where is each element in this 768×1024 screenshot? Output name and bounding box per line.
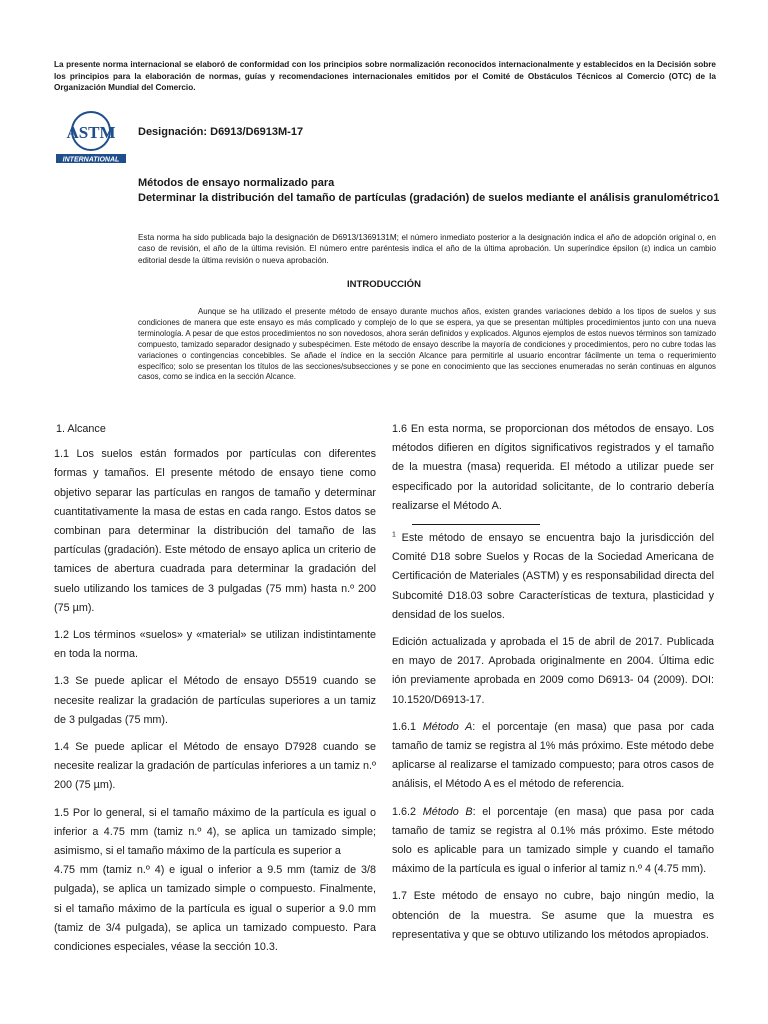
paragraph-1-2: 1.2 Los términos «suelos» y «material» se utilizan indistintamente en toda la norma.	[54, 629, 376, 661]
paragraph-1-6-2	[392, 803, 714, 880]
section-title-alcance: 1. Alcance	[56, 423, 106, 435]
astm-logo-text: ASTM	[66, 123, 116, 142]
astm-logo	[56, 109, 126, 165]
astm-logo-graphic	[56, 109, 126, 165]
title-line-1: Métodos de ensayo normalizado para	[138, 177, 335, 189]
method-b-label: Método B	[422, 805, 473, 818]
document-title	[138, 176, 728, 206]
footnote-divider	[412, 524, 540, 525]
introduction-text	[138, 307, 716, 383]
paragraph-1-7: 1.7 Este método de ensayo no cubre, bajo ningún medio, la obtención de la muestra. Se asume que la muestra es representativa y que se obtuvo utilizando los métodos apropiados.	[392, 890, 714, 941]
paragraph-1-6-2-number: 1.6.2	[392, 805, 423, 818]
footnote-mark: 1	[392, 531, 396, 539]
footnote	[392, 529, 714, 625]
method-a-label: Método A	[422, 720, 473, 733]
paragraph-1-6-1-number: 1.6.1	[392, 720, 423, 733]
paragraph-1-1: 1.1 Los suelos están formados por partículas con diferentes formas y tamaños. El presente método de ensayo tiene como objetivo separar las partículas en rangos de tamaño y determinar cuantitativamente la masa de estas en cada rango. Estos datos se combinan para determinar la distribución del tamaño de las partículas (gradación). Este método de ensayo aplica un criterio de tamices de abertura cuadrada para determinar la gradación del suelo utilizando los tamices de 3 pulgadas (75 mm) hasta n.º 200 (75 µm).	[54, 448, 376, 614]
paragraph-1-3: 1.3 Se puede aplicar el Método de ensayo D5519 cuando se necesite realizar la gradación de partículas superiores a un tamiz de 3 pulgadas (75 mm).	[54, 675, 376, 726]
paragraph-1-6-1	[392, 718, 714, 795]
paragraph-1-6-1-text: : el porcentaje (en masa) que pasa por cada tamaño de tamiz se registra al 1% más próximo. Este método debe aplicarse al realizarse el tamizado compuesto; para otros casos de análisis, el Método A es el método de referencia.	[392, 720, 714, 791]
footnote-text: Este método de ensayo se encuentra bajo la jurisdicción del Comité D18 sobre Suelos y Rocas de la Sociedad Americana de Certificación de Materiales (ASTM) y es responsabilidad directa del Subcomité D18.03 sobre Características de textura, plasticidad y densidad de los suelos.	[392, 532, 714, 621]
title-line-2: Determinar la distribución del tamaño de partículas (gradación) de suelos mediante el análisis granulométrico1	[138, 192, 720, 204]
paragraph-1-4: 1.4 Se puede aplicar el Método de ensayo D7928 cuando se necesite realizar la gradación de partículas inferiores a un tamiz n.º 200 (75 µm).	[54, 741, 376, 792]
wto-notice: La presente norma internacional se elaboró de conformidad con los principios sobre normalización reconocidos internacionalmente y establecidos en la Decisión sobre los principios para la elaboración de normas, guías y recomendaciones internacionales emitidos por el Comité de Obstáculos Técnicos al Comercio (OTC) de la Organización Mundial del Comercio.	[54, 60, 716, 93]
astm-logo-subtext: INTERNATIONAL	[62, 156, 120, 164]
paragraph-1-6-2-text: : el porcentaje (en masa) que pasa por cada tamaño de tamiz se registra al 0.1% más próximo. Este método solo es aplicable para un tamizado simple y cuando el tamaño máximo de la partícula es igual o inferior al tamiz n.º 4 (4.75 mm).	[392, 805, 714, 876]
paragraph-1-5-part-a: 1.5 Por lo general, si el tamaño máximo de la partícula es igual o inferior a 4.75 mm (tamiz n.º 4), se aplica un tamizado simple; asimismo, si el tamaño máximo de la partícula es superior a	[54, 806, 376, 858]
left-column	[54, 420, 376, 965]
publication-note: Esta norma ha sido publicada bajo la designación de D6913/1369131M; el número inmediato posterior a la designación indica el año de adopción original o, en caso de revisión, el año de la última revisión. El número entre paréntesis indica el año de la última aprobación. Un superíndice épsilon (ε) indica un cambio editorial desde la última revisión o nueva aprobación.	[138, 233, 716, 265]
introduction-body: Aunque se ha utilizado el presente método de ensayo durante muchos años, existen grandes variaciones debido a los tipos de suelos y sus condiciones de manera que este ensayo es más complicado y complejo de lo que se espera, ya que se presentan múltiples procedimientos junto con una nueva terminología. A pesar de que estos procedimientos no son novedosos, ahora serán definidos y explicados. Algunos ejemplos de estos nuevos términos son tamizado compuesto, tamizado separador designado y subespécimen. Este método de ensayo describe la mayoría de condiciones y procedimientos, pero no cubre todas las variaciones o contingencias concebibles. Se añade el índice en la sección Alcance para permitirle al usuario encontrar fácilmente un tema o requerimiento específico; solo se presentan los títulos de las secciones/subsecciones y se pone en conocimiento que las secciones enumeradas no serán continuas en algunos casos, como se indica en la sección Alcance.	[138, 307, 716, 382]
introduction-heading: INTRODUCCIÓN	[347, 279, 421, 290]
paragraph-1-6: 1.6 En esta norma, se proporcionan dos métodos de ensayo. Los métodos difieren en dígitos significativos registrados y el tamaño de la muestra (masa) requerida. El método a utilizar puede ser especificado por la autoridad solicitante, de lo contrario debería realizarse el Método A.	[392, 423, 714, 512]
paragraph-1-5-part-b: 4.75 mm (tamiz n.º 4) e igual o inferior a 9.5 mm (tamiz de 3/8 pulgada), se aplica un tamizado simple o compuesto. Finalmente, si el tamaño máximo de la partícula es igual o superior a 9.0 mm (tamiz de 3/4 pulgada), se aplica un tamizado compuesto. Para condiciones especiales, véase la sección 10.3.	[54, 864, 376, 954]
designation: Designación: D6913/D6913M-17	[138, 126, 304, 138]
edition-note: Edición actualizada y aprobada el 15 de abril de 2017. Publicada en mayo de 2017. Aprobada originalmente en 2004. Última edic ión previamente aprobada en 2009 como D6913- 04 (2009). DOI: 10.1520/D6913-17.	[392, 636, 714, 706]
right-column	[392, 420, 714, 953]
